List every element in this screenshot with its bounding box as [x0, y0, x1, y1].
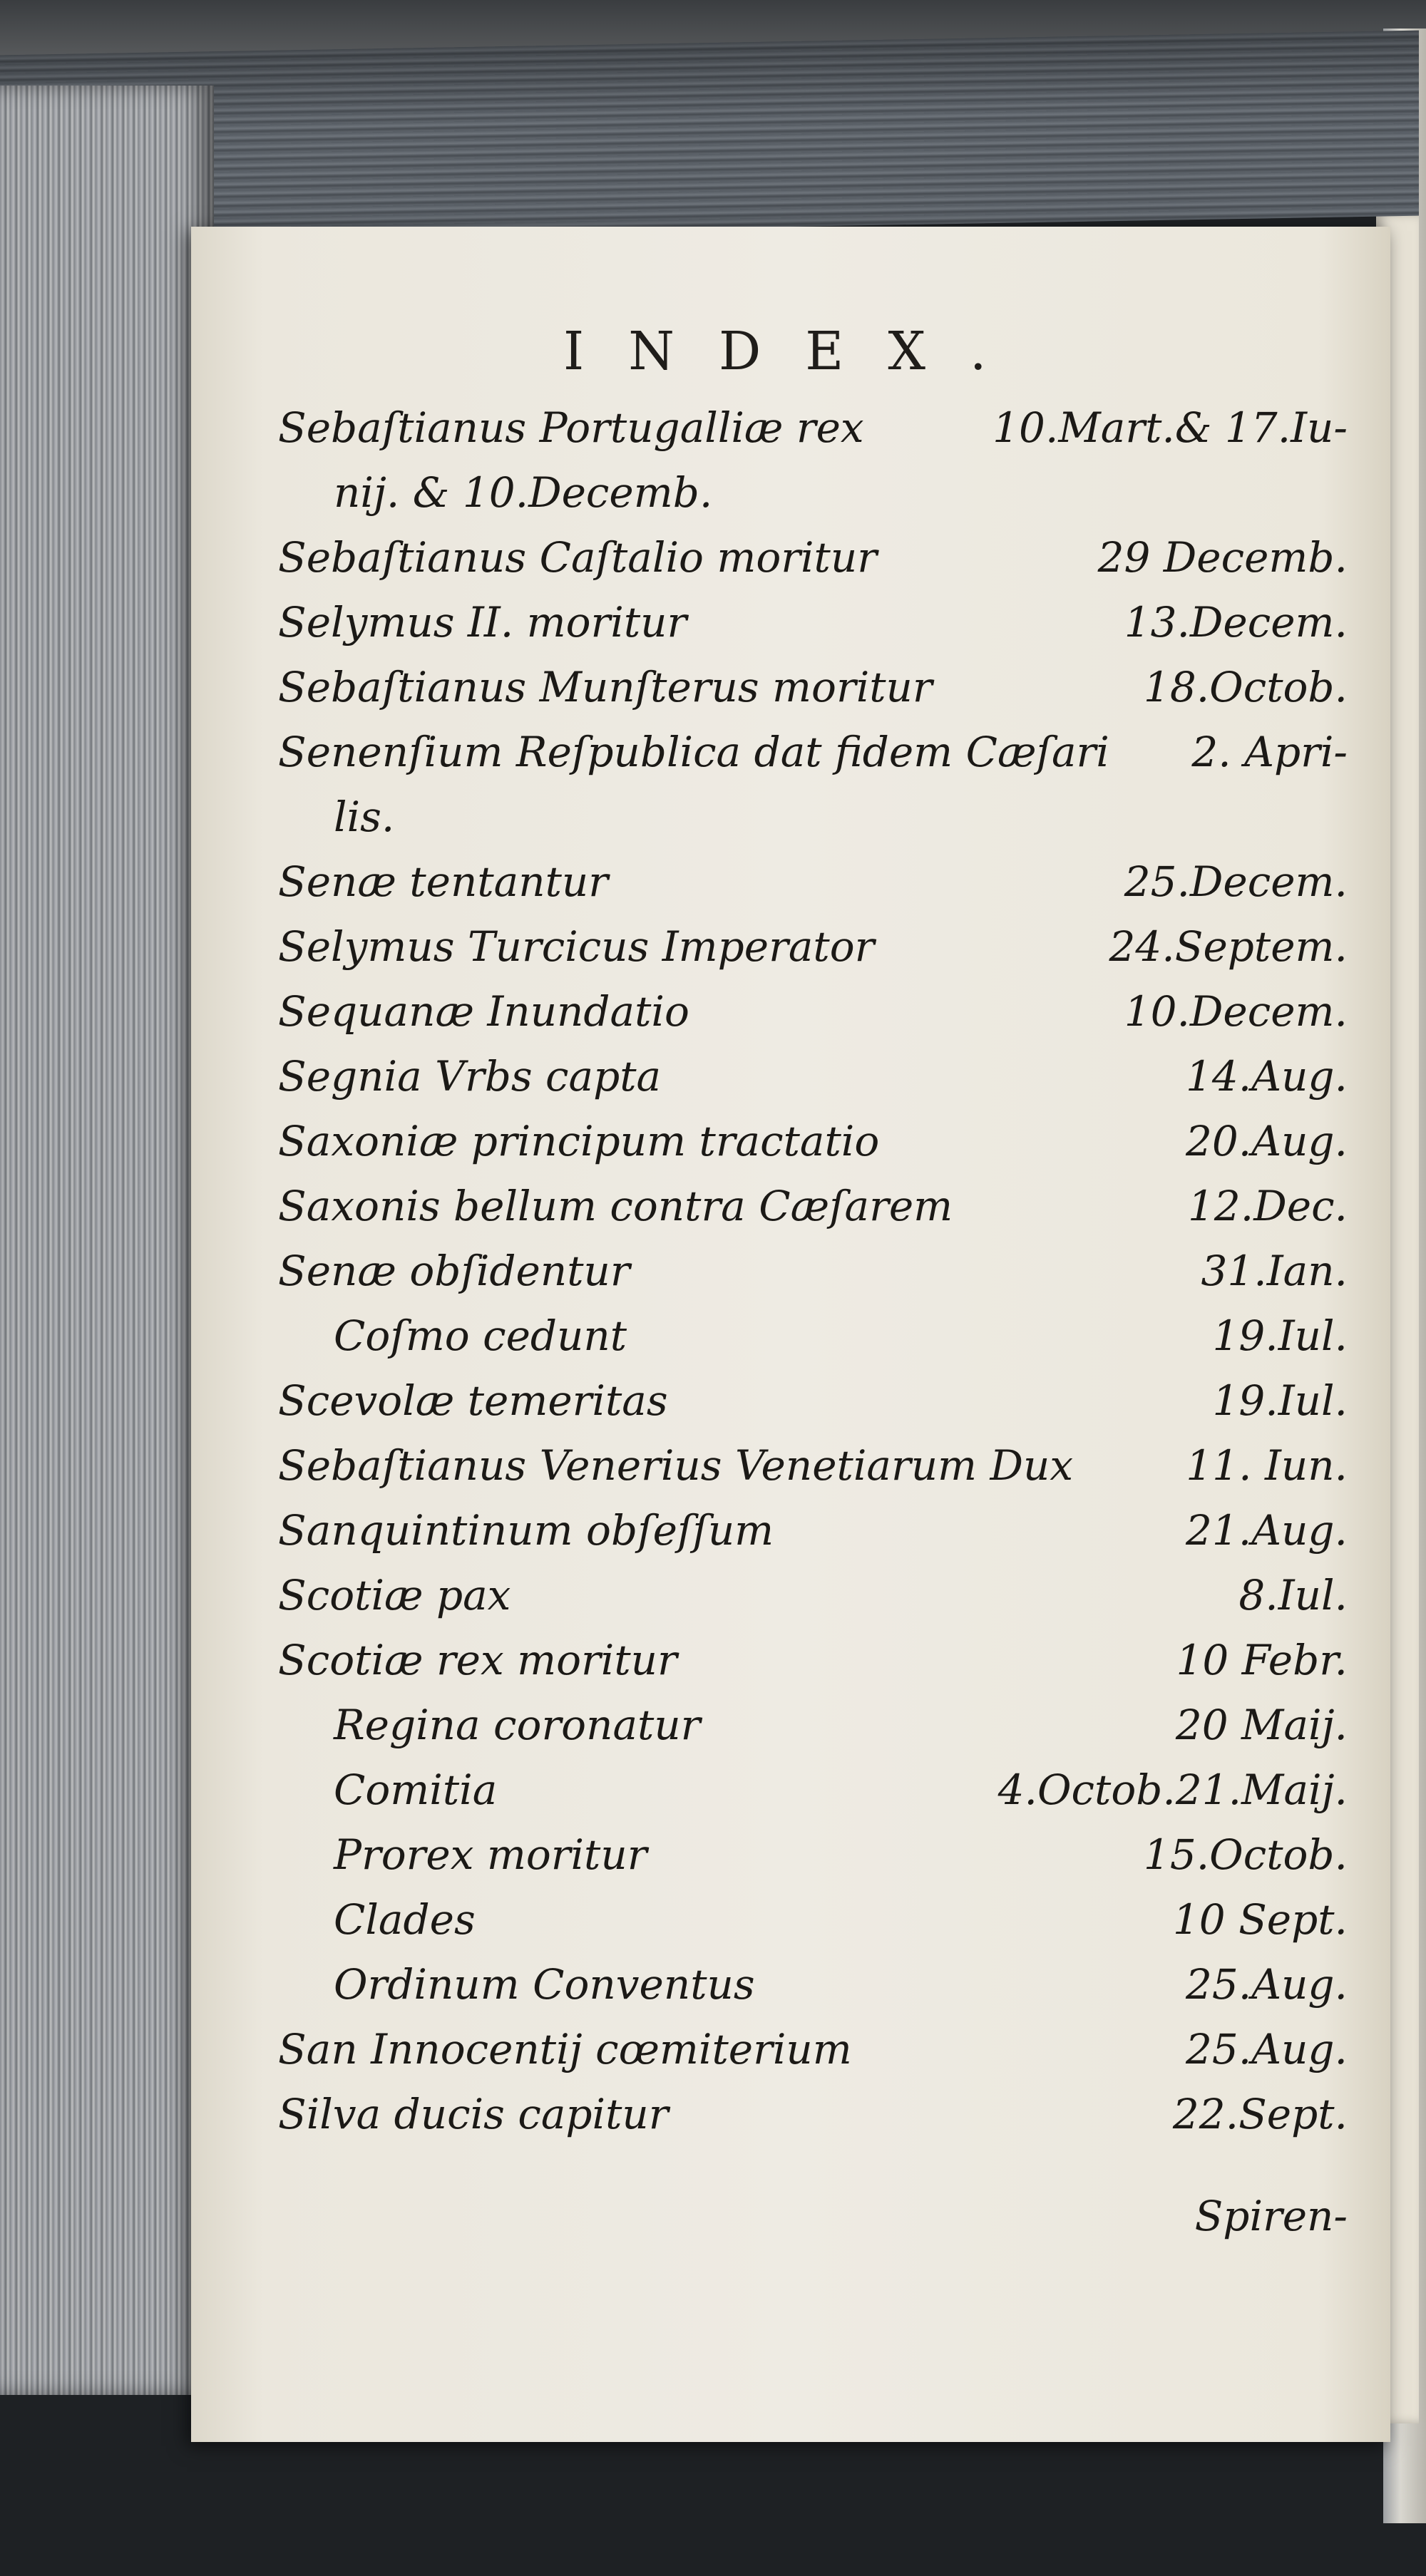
index-entry-date: 21.Aug. [1185, 1506, 1348, 1555]
index-entry-date: 14.Aug. [1185, 1052, 1348, 1101]
index-entry [278, 1563, 1348, 1628]
index-entry-term: Selymus Turcicus Imperator [278, 922, 875, 971]
index-entry-date: 18.Octob. [1143, 663, 1348, 711]
index-entry-date: 24.Septem. [1109, 922, 1348, 971]
catchword: Spiren- [1194, 2192, 1348, 2240]
index-entry-date: 13.Decem. [1124, 598, 1348, 646]
index-entry-term: Clades [334, 1895, 476, 1944]
index-entry [278, 1109, 1348, 1174]
index-entry [278, 2017, 1348, 2082]
index-entry-date: 15.Octob. [1143, 1830, 1348, 1879]
index-entry-date: 10 Sept. [1172, 1895, 1348, 1944]
index-entry-term: Scevolæ temeritas [278, 1376, 668, 1425]
index-entry-date: 25.Aug. [1185, 2025, 1348, 2073]
index-entry-date: 25.Decem. [1124, 857, 1348, 906]
index-entry-term: Scotiæ rex moritur [278, 1636, 677, 1684]
index-entry-date: 31.Ian. [1201, 1247, 1348, 1295]
index-entry [278, 785, 1348, 850]
index-entry-term: Senæ obſidentur [278, 1247, 630, 1295]
index-entry [278, 1887, 1348, 1952]
index-entry-term: Sanquintinum obſeſſum [278, 1506, 774, 1555]
index-entry-date: 25.Aug. [1185, 1960, 1348, 2009]
index-entry-term: Prorex moritur [334, 1830, 647, 1879]
index-entry [278, 915, 1348, 979]
index-entry-term: Sebaſtianus Venerius Venetiarum Dux [278, 1441, 1074, 1490]
index-entry [278, 525, 1348, 590]
index-entry-term: Selymus II. moritur [278, 598, 687, 646]
index-entries-list [278, 396, 1348, 2147]
index-entry [278, 979, 1348, 1044]
index-entry [278, 1628, 1348, 1693]
index-entry-term: Scotiæ pax [278, 1571, 511, 1619]
index-entry [278, 655, 1348, 720]
index-entry-date: 22.Sept. [1172, 2090, 1348, 2138]
index-entry [278, 1758, 1348, 1823]
index-entry-term: nij. & 10.Decemb. [334, 468, 713, 517]
index-entry-date: 10 Febr. [1176, 1636, 1348, 1684]
index-entry-date: 20 Maij. [1175, 1701, 1348, 1749]
index-entry-date: 20.Aug. [1185, 1117, 1348, 1165]
index-entry-term: Saxoniæ principum tractatio [278, 1117, 880, 1165]
index-entry-date: 8.Iul. [1238, 1571, 1348, 1619]
index-entry [278, 1174, 1348, 1239]
index-entry [278, 1498, 1348, 1563]
index-entry-term: lis. [334, 793, 395, 841]
index-entry-term: Regina coronatur [334, 1701, 701, 1749]
index-entry-date: 19.Iul. [1212, 1376, 1348, 1425]
index-entry-date: 10.Decem. [1124, 987, 1348, 1036]
index-entry-date: 10.Mart.& 17.Iu- [992, 403, 1348, 452]
index-entry-date: 12.Dec. [1188, 1182, 1348, 1230]
index-entry [278, 1304, 1348, 1369]
index-entry-term: Saxonis bellum contra Cæſarem [278, 1182, 953, 1230]
index-entry [278, 460, 1348, 525]
index-entry [278, 1823, 1348, 1887]
index-entry [278, 850, 1348, 915]
index-entry-term: Sebaſtianus Portugalliæ rex [278, 403, 864, 452]
index-entry-date: 11. Iun. [1186, 1441, 1348, 1490]
index-entry-term: Senæ tentantur [278, 857, 608, 906]
index-entry-term: Segnia Vrbs capta [278, 1052, 662, 1101]
index-entry [278, 1044, 1348, 1109]
index-entry-term: Senenſium Reſpublica dat fidem Cæſari [278, 728, 1109, 776]
index-entry-term: Coſmo cedunt [334, 1312, 627, 1360]
index-entry [278, 2082, 1348, 2147]
index-entry-term: Comitia [334, 1766, 498, 1814]
index-entry-term: Sebaſtianus Caſtalio moritur [278, 533, 877, 582]
index-entry [278, 1693, 1348, 1758]
index-entry [278, 1369, 1348, 1433]
index-entry [278, 396, 1348, 460]
page-stack-side-edges [0, 86, 214, 2395]
index-entry [278, 1433, 1348, 1498]
index-entry-term: Ordinum Conventus [334, 1960, 755, 2009]
index-entry [278, 1952, 1348, 2017]
index-entry [278, 590, 1348, 655]
index-entry [278, 720, 1348, 785]
index-entry [278, 1239, 1348, 1304]
index-entry-date: 2. Apri- [1191, 728, 1348, 776]
index-entry-date: 4.Octob.21.Maij. [997, 1766, 1348, 1814]
index-entry-date: 29 Decemb. [1097, 533, 1348, 582]
index-entry-term: Sequanæ Inundatio [278, 987, 689, 1036]
index-entry-date: 19.Iul. [1212, 1312, 1348, 1360]
running-head: INDEX. [563, 321, 1031, 382]
index-entry-term: Sebaſtianus Munſterus moritur [278, 663, 933, 711]
index-entry-term: Silva ducis capitur [278, 2090, 669, 2138]
index-entry-term: San Innocentij cœmiterium [278, 2025, 852, 2073]
